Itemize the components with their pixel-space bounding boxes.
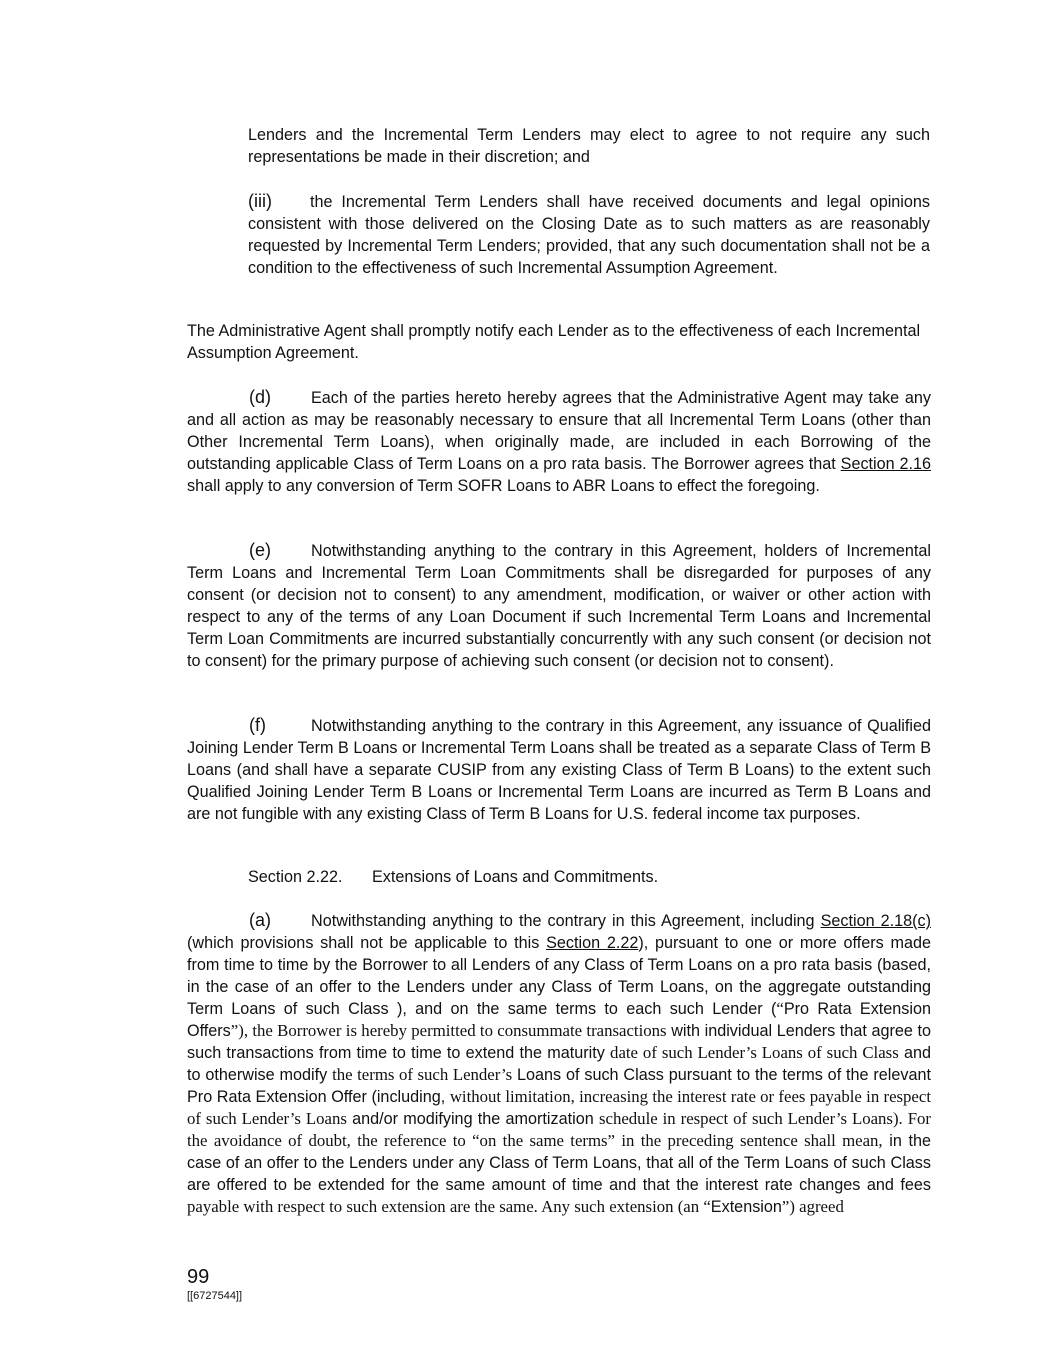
paragraph-a [187, 909, 931, 1218]
section-number: Section 2.22. [248, 868, 343, 886]
document-id: [[6727544]] [187, 1290, 243, 1302]
clause-iii-marker: (iii) [248, 191, 272, 211]
paragraph-d-text-end: shall apply to any conversion of Term SOFR Loans to ABR Loans to effect the foregoing. [187, 477, 820, 495]
paragraph-a-text-6: and to otherwise modify [187, 1044, 931, 1084]
defined-term-extension: Extension [710, 1198, 782, 1216]
paragraph-a-text-2: (which provisions shall not be applicable to this [187, 934, 547, 952]
paragraph-a-text-9: in the case of an offer to the Lenders under any Class of Term Loans, that all of the Term Loans of such Class are offered to be extended for the same amount of time and that the interest rate changes and fees [187, 1132, 931, 1194]
page-number: 99 [187, 1266, 210, 1288]
paragraph-a-text-8: and/or modifying the amortization [346, 1110, 599, 1128]
paragraph-a-serif-5: payable with respect to such extension are the same. Any such extension (an “ [187, 1197, 711, 1216]
block-continuation: Lenders and the Incremental Term Lenders may elect to agree to not require any such representations be made in their discretion; and [248, 126, 930, 166]
paragraph-e [187, 539, 931, 672]
open-quote: “ [776, 999, 784, 1018]
paragraph-a-text-4: ”), the Borrower is hereby permitted to consummate transactions [230, 1021, 667, 1040]
paragraph-d-text: Each of the parties hereto hereby agrees that the Administrative Agent may take any and all action as may be reasonably necessary to ensure that all Incremental Term Loans (other than Other Incremental Term Loans), when originally made, are included in each Borrowing of the outstanding applicable Class of Term Loans on a pro rata basis. The Borrower agrees that [187, 389, 931, 473]
paragraph-a-serif-1: date of such Lender’s Loans of such Class [610, 1043, 899, 1062]
admin-agent-notice: The Administrative Agent shall promptly notify each Lender as to the effectiveness of each Incremental Assumption Agreement. [187, 322, 921, 362]
paragraph-a-text-3: ), pursuant to one or more offers made from time to time by the Borrower to all Lenders of any Class of Term Loans on a pro rata basis (based, in the case of an offer to the Lenders under any Class of Term Loans, on the aggregate outstanding Term Loans of such Class ), and on the same terms to each such Lender ( [187, 934, 931, 1018]
paragraph-f-text: Notwithstanding anything to the contrary in this Agreement, any issuance of Qualified Joining Lender Term B Loans or Incremental Term Loans shall be treated as a separate Class of Term B Loans (and shall have a separate CUSIP from any existing Class of Term B Loans) to the extent such Qualified Joining Lender Term B Loans or Incremental Term Loans are incurred as Term B Loans and are not fungible with any existing Class of Term B Loans for U.S. federal income tax purposes. [187, 717, 931, 823]
paragraph-f [187, 714, 931, 825]
paragraph-d [187, 386, 931, 497]
paragraph-a-serif-6: ”) agreed [781, 1197, 844, 1216]
paragraph-a-serif-4: schedule in respect of such Lender’s Loans). For the avoidance of doubt, the reference to “on the same terms” in the preceding sentence shall mean, [187, 1109, 931, 1150]
paragraph-a-text-7: Loans of such Class pursuant to the terms of the relevant Pro Rata Extension Offer (including, [187, 1066, 932, 1106]
paragraph-a-serif-2: the terms of such Lender’s [332, 1065, 513, 1084]
clause-iii-text: the Incremental Term Lenders shall have received documents and legal opinions consistent with those delivered on the Closing Date as to such matters as are reasonably requested by Incremental Term Lenders; provided, that any such documentation shall not be a condition to the effectiveness of such Incremental Assumption Agreement. [248, 193, 930, 277]
section-2-22-reference: Section 2.22 [546, 934, 639, 952]
section-title: Extensions of Loans and Commitments. [372, 868, 659, 886]
paragraph-f-marker: (f) [249, 715, 266, 735]
paragraph-e-marker: (e) [249, 540, 271, 560]
paragraph-a-marker: (a) [249, 910, 271, 930]
paragraph-a-text: Notwithstanding anything to the contrary in this Agreement, including [311, 912, 821, 930]
section-2-16-reference: Section 2.16 [840, 455, 932, 473]
paragraph-d-marker: (d) [249, 387, 271, 407]
clause-iii [248, 190, 930, 279]
defined-term-pro-rata-extension-offers: Pro Rata Extension Offers [187, 1000, 931, 1040]
section-2-18c-reference: Section 2.18(c) [820, 912, 931, 930]
section-heading [248, 866, 658, 888]
paragraph-e-text: Notwithstanding anything to the contrary in this Agreement, holders of Incremental Term Loans and Incremental Term Loan Commitments shall be disregarded for purposes of any consent (or decision not to consent) to any amendment, modification, or waiver or other action with respect to any of the terms of any Loan Document if such Incremental Term Loans and Incremental Term Loan Commitments are incurred substantially concurrently with any such consent (or decision not to consent) for the primary purpose of achieving such consent (or decision not to consent). [187, 542, 931, 670]
paragraph-a-text-5: with individual Lenders that agree to such transactions from time to time to extend the maturity [187, 1022, 931, 1062]
paragraph-a-serif-3: without limitation, increasing the interest rate or fees payable in respect of such Lender’s Loans [187, 1087, 931, 1128]
